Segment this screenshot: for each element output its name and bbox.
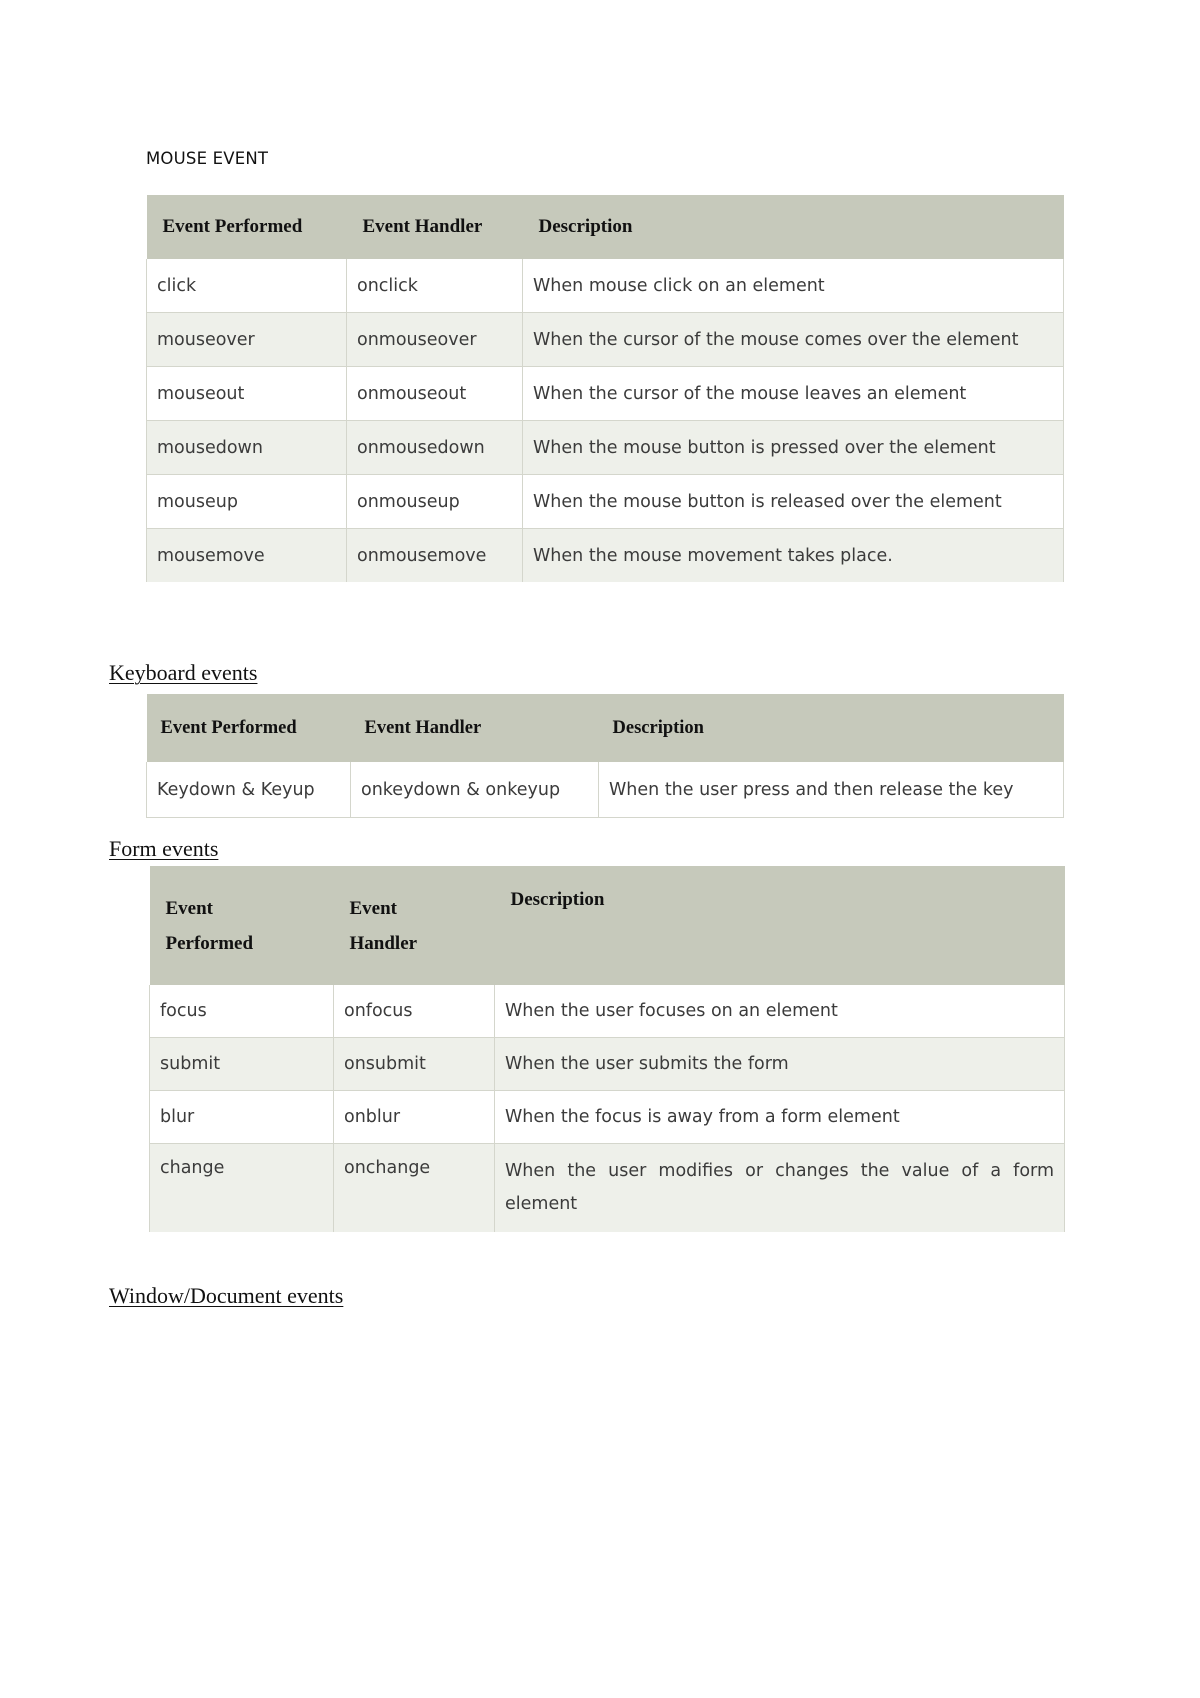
table-row [147,762,1064,818]
event-cell: mouseout [147,367,347,421]
handler-cell: onmouseup [347,475,523,529]
table-row [147,313,1064,367]
description-cell: When mouse click on an element [523,259,1064,313]
event-cell: mouseup [147,475,347,529]
event-cell: focus [150,985,334,1038]
table-row [147,421,1064,475]
event-cell: blur [150,1091,334,1144]
handler-cell: onmouseover [347,313,523,367]
description-cell: When the mouse button is pressed over the element [523,421,1064,475]
handler-cell: onkeydown & onkeyup [351,762,599,818]
event-cell: click [147,259,347,313]
table-header-row [147,195,1064,259]
table-header-row [147,694,1064,762]
handler-cell: onclick [347,259,523,313]
description-cell: When the user focuses on an element [495,985,1065,1038]
column-header-description: Description [495,866,1065,985]
handler-cell: onchange [334,1144,495,1233]
table-header-row [150,866,1065,985]
column-header-event-handler: Event Handler [334,866,495,985]
handler-cell: onblur [334,1091,495,1144]
handler-cell: onfocus [334,985,495,1038]
event-cell: submit [150,1038,334,1091]
table-row [147,259,1064,313]
description-cell: When the mouse movement takes place. [523,529,1064,583]
table-row [150,1144,1065,1233]
column-header-event-handler: Event Handler [347,195,523,259]
description-cell: When the user submits the form [495,1038,1065,1091]
column-header-event-performed: Event Performed [147,195,347,259]
handler-cell: onmousedown [347,421,523,475]
description-cell: When the user modifies or changes the value of a form element [495,1144,1065,1233]
mouse-events-table [146,195,1064,582]
description-cell: When the cursor of the mouse leaves an element [523,367,1064,421]
table-row [150,1038,1065,1091]
table-row [147,529,1064,583]
form-events-heading: Form events [109,836,219,861]
event-cell: mousemove [147,529,347,583]
table-row [150,985,1065,1038]
window-document-events-heading: Window/Document events [109,1283,344,1308]
column-header-description: Description [599,694,1064,762]
handler-cell: onmousemove [347,529,523,583]
keyboard-events-heading: Keyboard events [109,660,258,685]
event-cell: change [150,1144,334,1233]
handler-cell: onmouseout [347,367,523,421]
form-events-table [149,866,1065,1232]
description-cell: When the user press and then release the key [599,762,1064,818]
mouse-event-title: MOUSE EVENT [146,149,269,168]
event-cell: mousedown [147,421,347,475]
column-header-description: Description [523,195,1064,259]
keyboard-events-table [146,694,1064,818]
column-header-event-handler: Event Handler [351,694,599,762]
handler-cell: onsubmit [334,1038,495,1091]
description-cell: When the focus is away from a form element [495,1091,1065,1144]
event-cell: Keydown & Keyup [147,762,351,818]
table-row [147,475,1064,529]
table-row [150,1091,1065,1144]
column-header-event-performed: Event Performed [147,694,351,762]
column-header-event-performed: Event Performed [150,866,334,985]
description-cell: When the mouse button is released over the element [523,475,1064,529]
event-cell: mouseover [147,313,347,367]
description-cell: When the cursor of the mouse comes over the element [523,313,1064,367]
table-row [147,367,1064,421]
